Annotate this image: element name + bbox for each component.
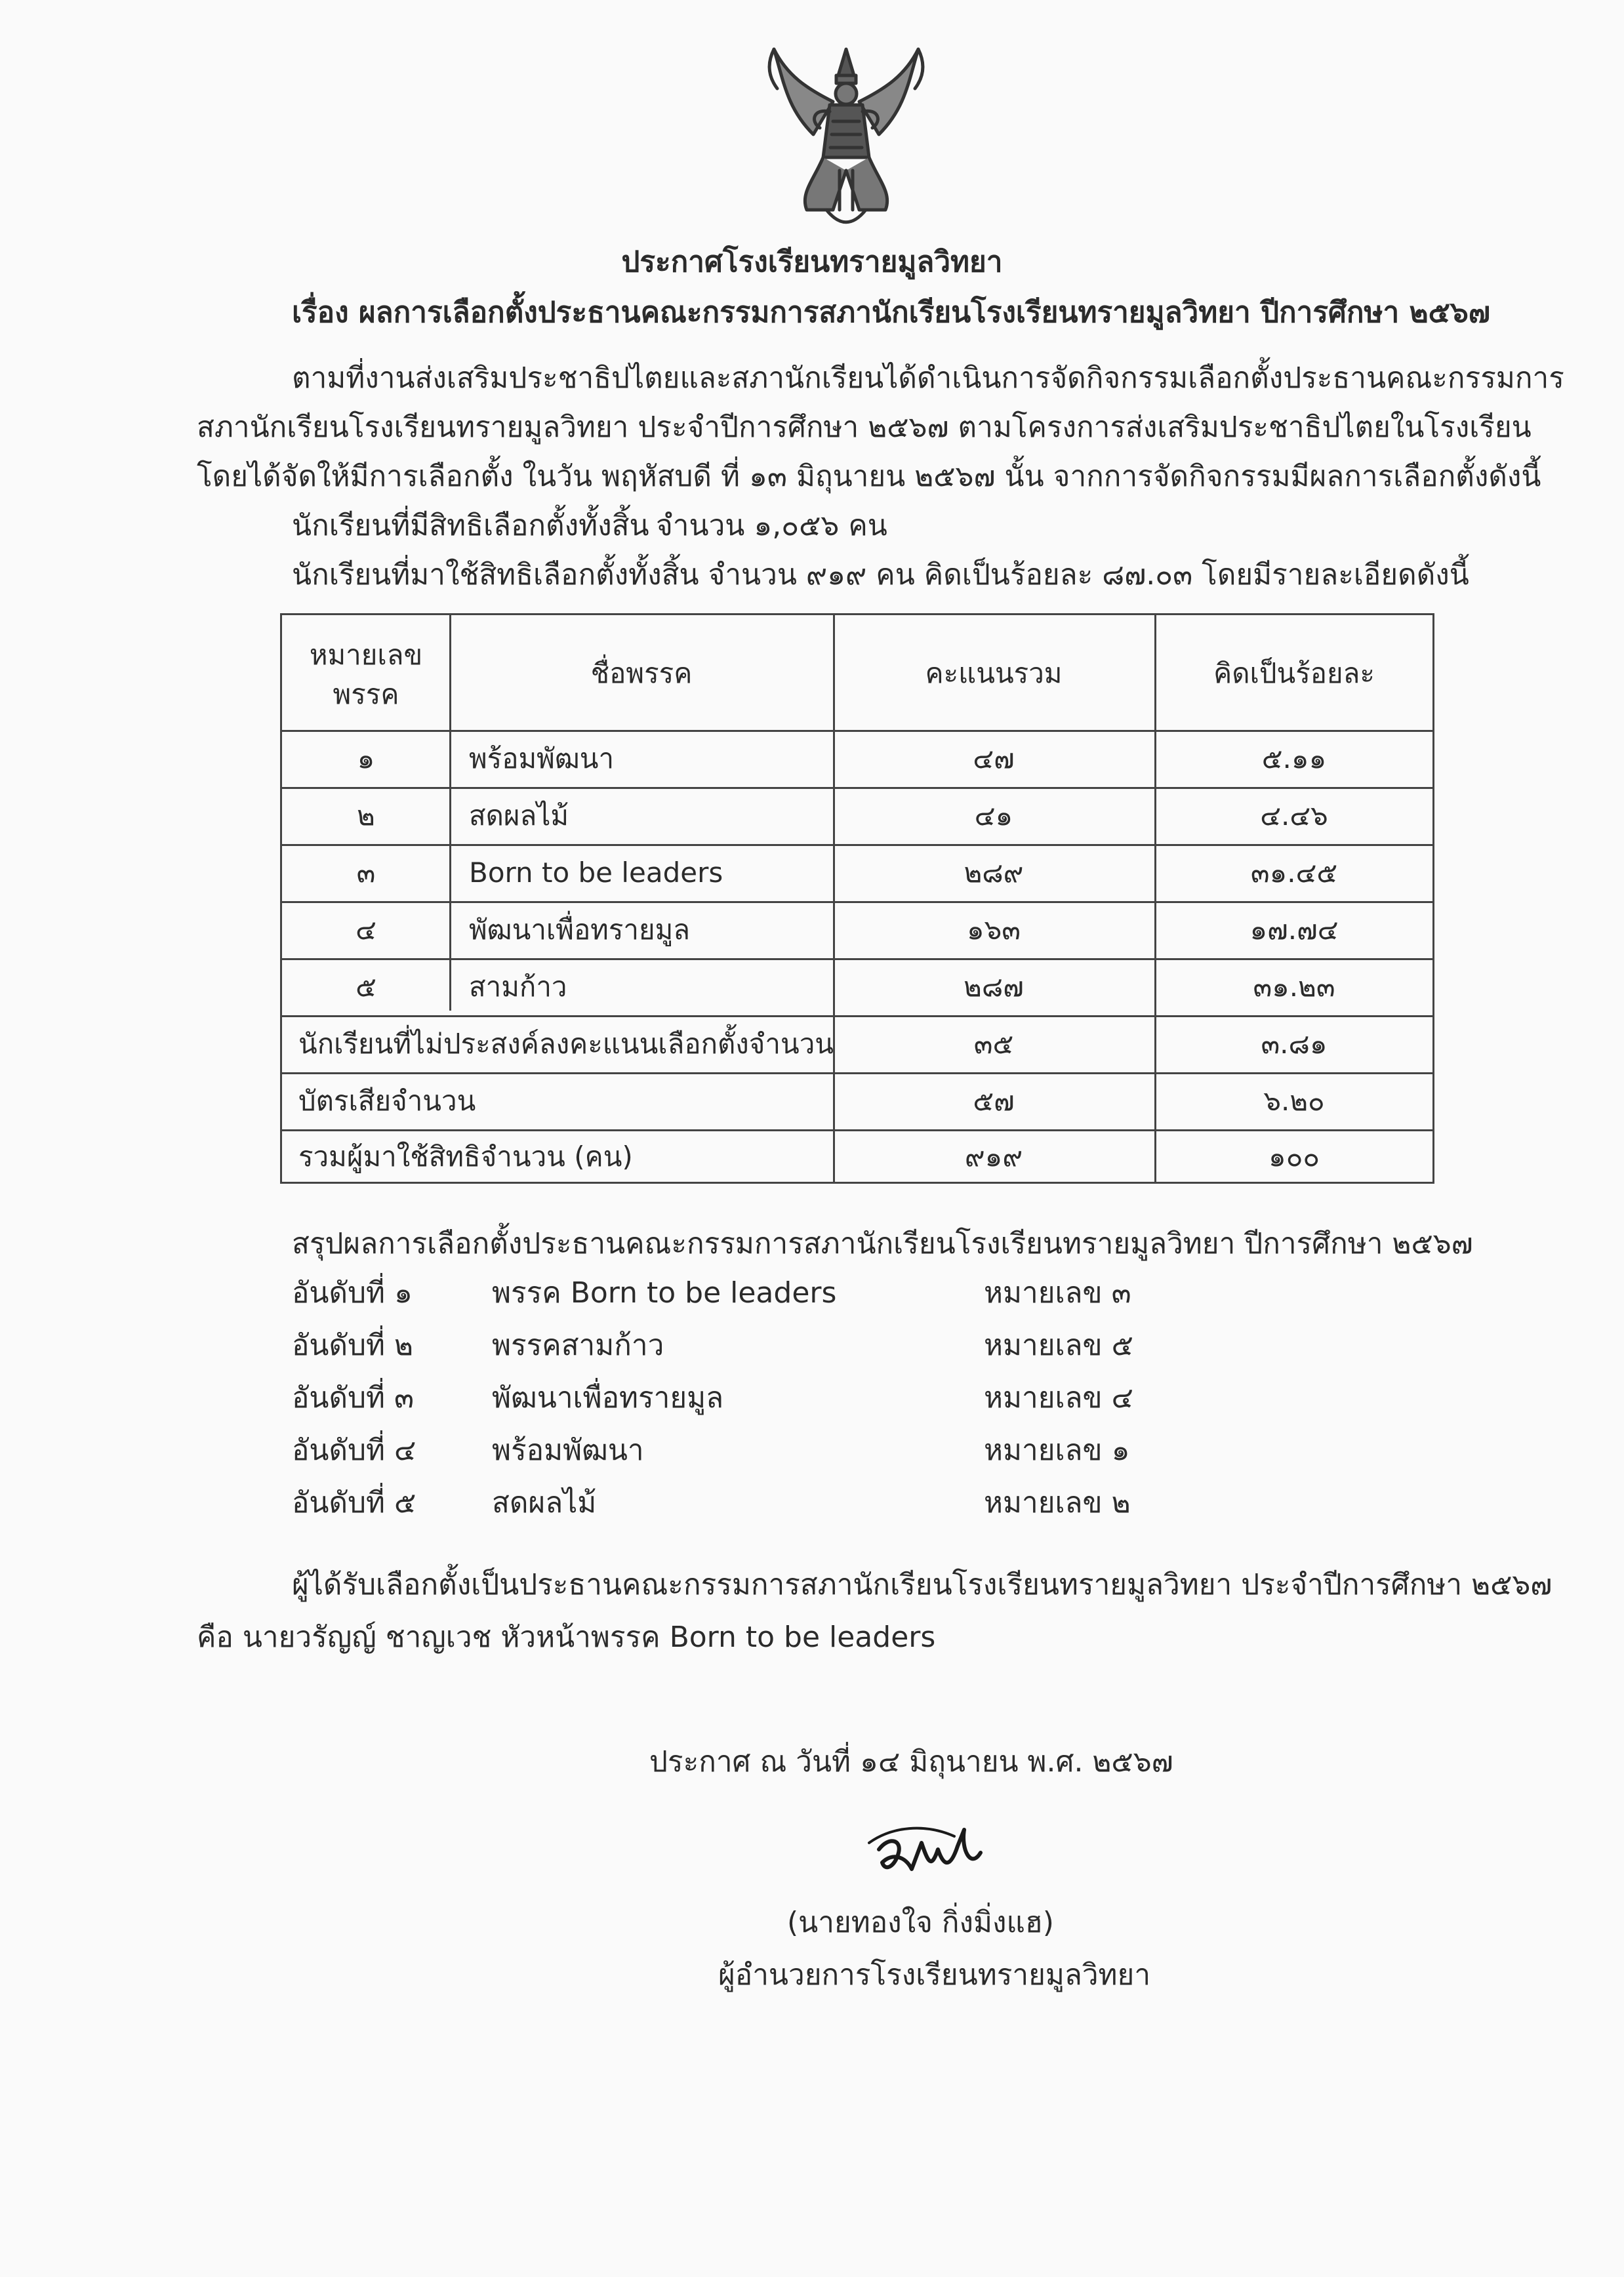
summary-row-total-percent: ๑๐๐ — [1269, 1140, 1320, 1173]
table-divider — [282, 958, 1432, 960]
ranking-1-number: หมายเลข ๓ — [984, 1276, 1131, 1310]
garuda-emblem-icon — [748, 36, 944, 233]
ranking-3-rank: อันดับที่ ๓ — [292, 1381, 415, 1415]
header-number-line2: พรรค — [333, 678, 399, 710]
table-divider — [282, 1015, 1432, 1017]
summary-title: สรุปผลการเลือกตั้งประธานคณะกรรมการสภานักเรียนโรงเรียนทรายมูลวิทยา ปีการศึกษา ๒๕๖๗ — [292, 1227, 1473, 1260]
row-2-votes: ๔๑ — [974, 799, 1013, 832]
table-divider — [282, 901, 1432, 903]
row-4-name: พัฒนาเพื่อทรายมูล — [469, 914, 691, 946]
ranking-5-party: สดผลไม้ — [492, 1486, 597, 1520]
summary-row-abstain-percent: ๓.๘๑ — [1261, 1028, 1328, 1060]
table-divider — [282, 787, 1432, 789]
row-4-percent: ๑๗.๗๔ — [1249, 914, 1339, 946]
row-4-number: ๔ — [355, 914, 376, 946]
summary-row-invalid-percent: ๖.๒๐ — [1263, 1085, 1325, 1117]
ranking-4-party: พร้อมพัฒนา — [492, 1434, 644, 1467]
row-1-percent: ๕.๑๑ — [1261, 742, 1327, 775]
ranking-1-rank: อันดับที่ ๑ — [292, 1276, 413, 1310]
table-divider — [282, 844, 1432, 846]
announcement-date: ประกาศ ณ วันที่ ๑๔ มิถุนายน พ.ศ. ๒๕๖๗ — [649, 1745, 1173, 1779]
summary-row-total-votes: ๙๑๙ — [964, 1140, 1023, 1173]
intro-line-2: สภานักเรียนโรงเรียนทรายมูลวิทยา ประจำปีการศึกษา ๒๕๖๗ ตามโครงการส่งเสริมประชาธิปไตยในโรงเรียน — [197, 411, 1532, 444]
header-votes: คะแนนรวม — [925, 657, 1063, 689]
row-2-percent: ๔.๔๖ — [1260, 799, 1328, 832]
results-table — [280, 613, 1434, 1184]
ranking-1-party: พรรค Born to be leaders — [492, 1276, 837, 1310]
row-2-name: สดผลไม้ — [469, 799, 569, 832]
summary-row-invalid-votes: ๕๗ — [973, 1085, 1015, 1117]
ranking-3-party: พัฒนาเพื่อทรายมูล — [492, 1381, 724, 1415]
result-line-2: คือ นายวรัญญ์ ชาญเวช หัวหน้าพรรค Born to be leaders — [197, 1621, 936, 1654]
announcement-title: ประกาศโรงเรียนทรายมูลวิทยา — [621, 245, 1003, 279]
row-3-percent: ๓๑.๔๕ — [1250, 856, 1338, 889]
table-divider — [1154, 615, 1156, 1182]
row-5-name: สามก้าว — [469, 971, 567, 1003]
summary-row-invalid-label: บัตรเสียจำนวน — [298, 1085, 476, 1117]
row-3-number: ๓ — [356, 856, 376, 889]
eligible-value: จำนวน ๑,๐๕๖ คน — [656, 509, 887, 542]
intro-line-1: ตามที่งานส่งเสริมประชาธิปไตยและสภานักเรียนได้ดำเนินการจัดกิจกรรมเลือกตั้งประธานคณะกรรมการ — [292, 361, 1564, 395]
ranking-4-number: หมายเลข ๑ — [984, 1434, 1130, 1467]
signer-title: ผู้อำนวยการโรงเรียนทรายมูลวิทยา — [718, 1958, 1151, 1992]
row-5-votes: ๒๘๗ — [964, 971, 1024, 1003]
intro-line-3: โดยได้จัดให้มีการเลือกตั้ง ในวัน พฤหัสบดี ที่ ๑๓ มิถุนายน ๒๕๖๗ นั้น จากการจัดกิจกรรมมีผลการเลือกตั้งดังนี้ — [197, 460, 1541, 493]
row-1-votes: ๔๗ — [973, 742, 1015, 775]
header-party-name: ชื่อพรรค — [590, 657, 693, 689]
ranking-2-rank: อันดับที่ ๒ — [292, 1329, 414, 1362]
row-5-percent: ๓๑.๒๓ — [1253, 971, 1335, 1003]
header-percent: คิดเป็นร้อยละ — [1213, 657, 1375, 689]
table-divider — [282, 1129, 1432, 1131]
summary-row-abstain-votes: ๓๕ — [973, 1028, 1014, 1060]
row-5-number: ๕ — [355, 971, 376, 1003]
summary-row-abstain-label: นักเรียนที่ไม่ประสงค์ลงคะแนนเลือกตั้งจำนวน — [298, 1028, 834, 1060]
table-divider — [449, 615, 451, 1011]
header-number-line1: หมายเลข — [309, 639, 423, 671]
ranking-4-rank: อันดับที่ ๔ — [292, 1434, 416, 1467]
row-2-number: ๒ — [357, 799, 375, 832]
summary-row-total-label: รวมผู้มาใช้สิทธิจำนวน (คน) — [298, 1140, 633, 1173]
row-3-votes: ๒๘๙ — [964, 856, 1024, 889]
eligible-label: นักเรียนที่มีสิทธิเลือกตั้งทั้งสิ้น — [292, 509, 649, 542]
table-divider — [282, 730, 1432, 732]
row-1-number: ๑ — [357, 742, 375, 775]
table-divider — [282, 1072, 1432, 1074]
row-1-name: พร้อมพัฒนา — [469, 742, 615, 775]
ranking-5-number: หมายเลข ๒ — [984, 1486, 1131, 1520]
ranking-5-rank: อันดับที่ ๕ — [292, 1486, 416, 1520]
voted-line: นักเรียนที่มาใช้สิทธิเลือกตั้งทั้งสิ้น จำนวน ๙๑๙ คน คิดเป็นร้อยละ ๘๗.๐๓ โดยมีรายละเอียดดังนี้ — [292, 558, 1469, 592]
ranking-2-party: พรรคสามก้าว — [492, 1329, 664, 1362]
result-line-1: ผู้ได้รับเลือกตั้งเป็นประธานคณะกรรมการสภานักเรียนโรงเรียนทรายมูลวิทยา ประจำปีการศึกษา ๒๕๖๗ — [292, 1568, 1553, 1602]
row-3-name: Born to be leaders — [469, 856, 723, 889]
handwritten-signature-icon — [866, 1823, 990, 1889]
ranking-3-number: หมายเลข ๔ — [984, 1381, 1133, 1415]
table-divider — [833, 615, 835, 1182]
ranking-2-number: หมายเลข ๕ — [984, 1329, 1133, 1362]
row-4-votes: ๑๖๓ — [966, 914, 1021, 946]
announcement-subject: เรื่อง ผลการเลือกตั้งประธานคณะกรรมการสภานักเรียนโรงเรียนทรายมูลวิทยา ปีการศึกษา ๒๕๖๗ — [292, 296, 1490, 329]
signer-name: (นายทองใจ กิ่งมิ่งแฮ) — [787, 1906, 1054, 1939]
